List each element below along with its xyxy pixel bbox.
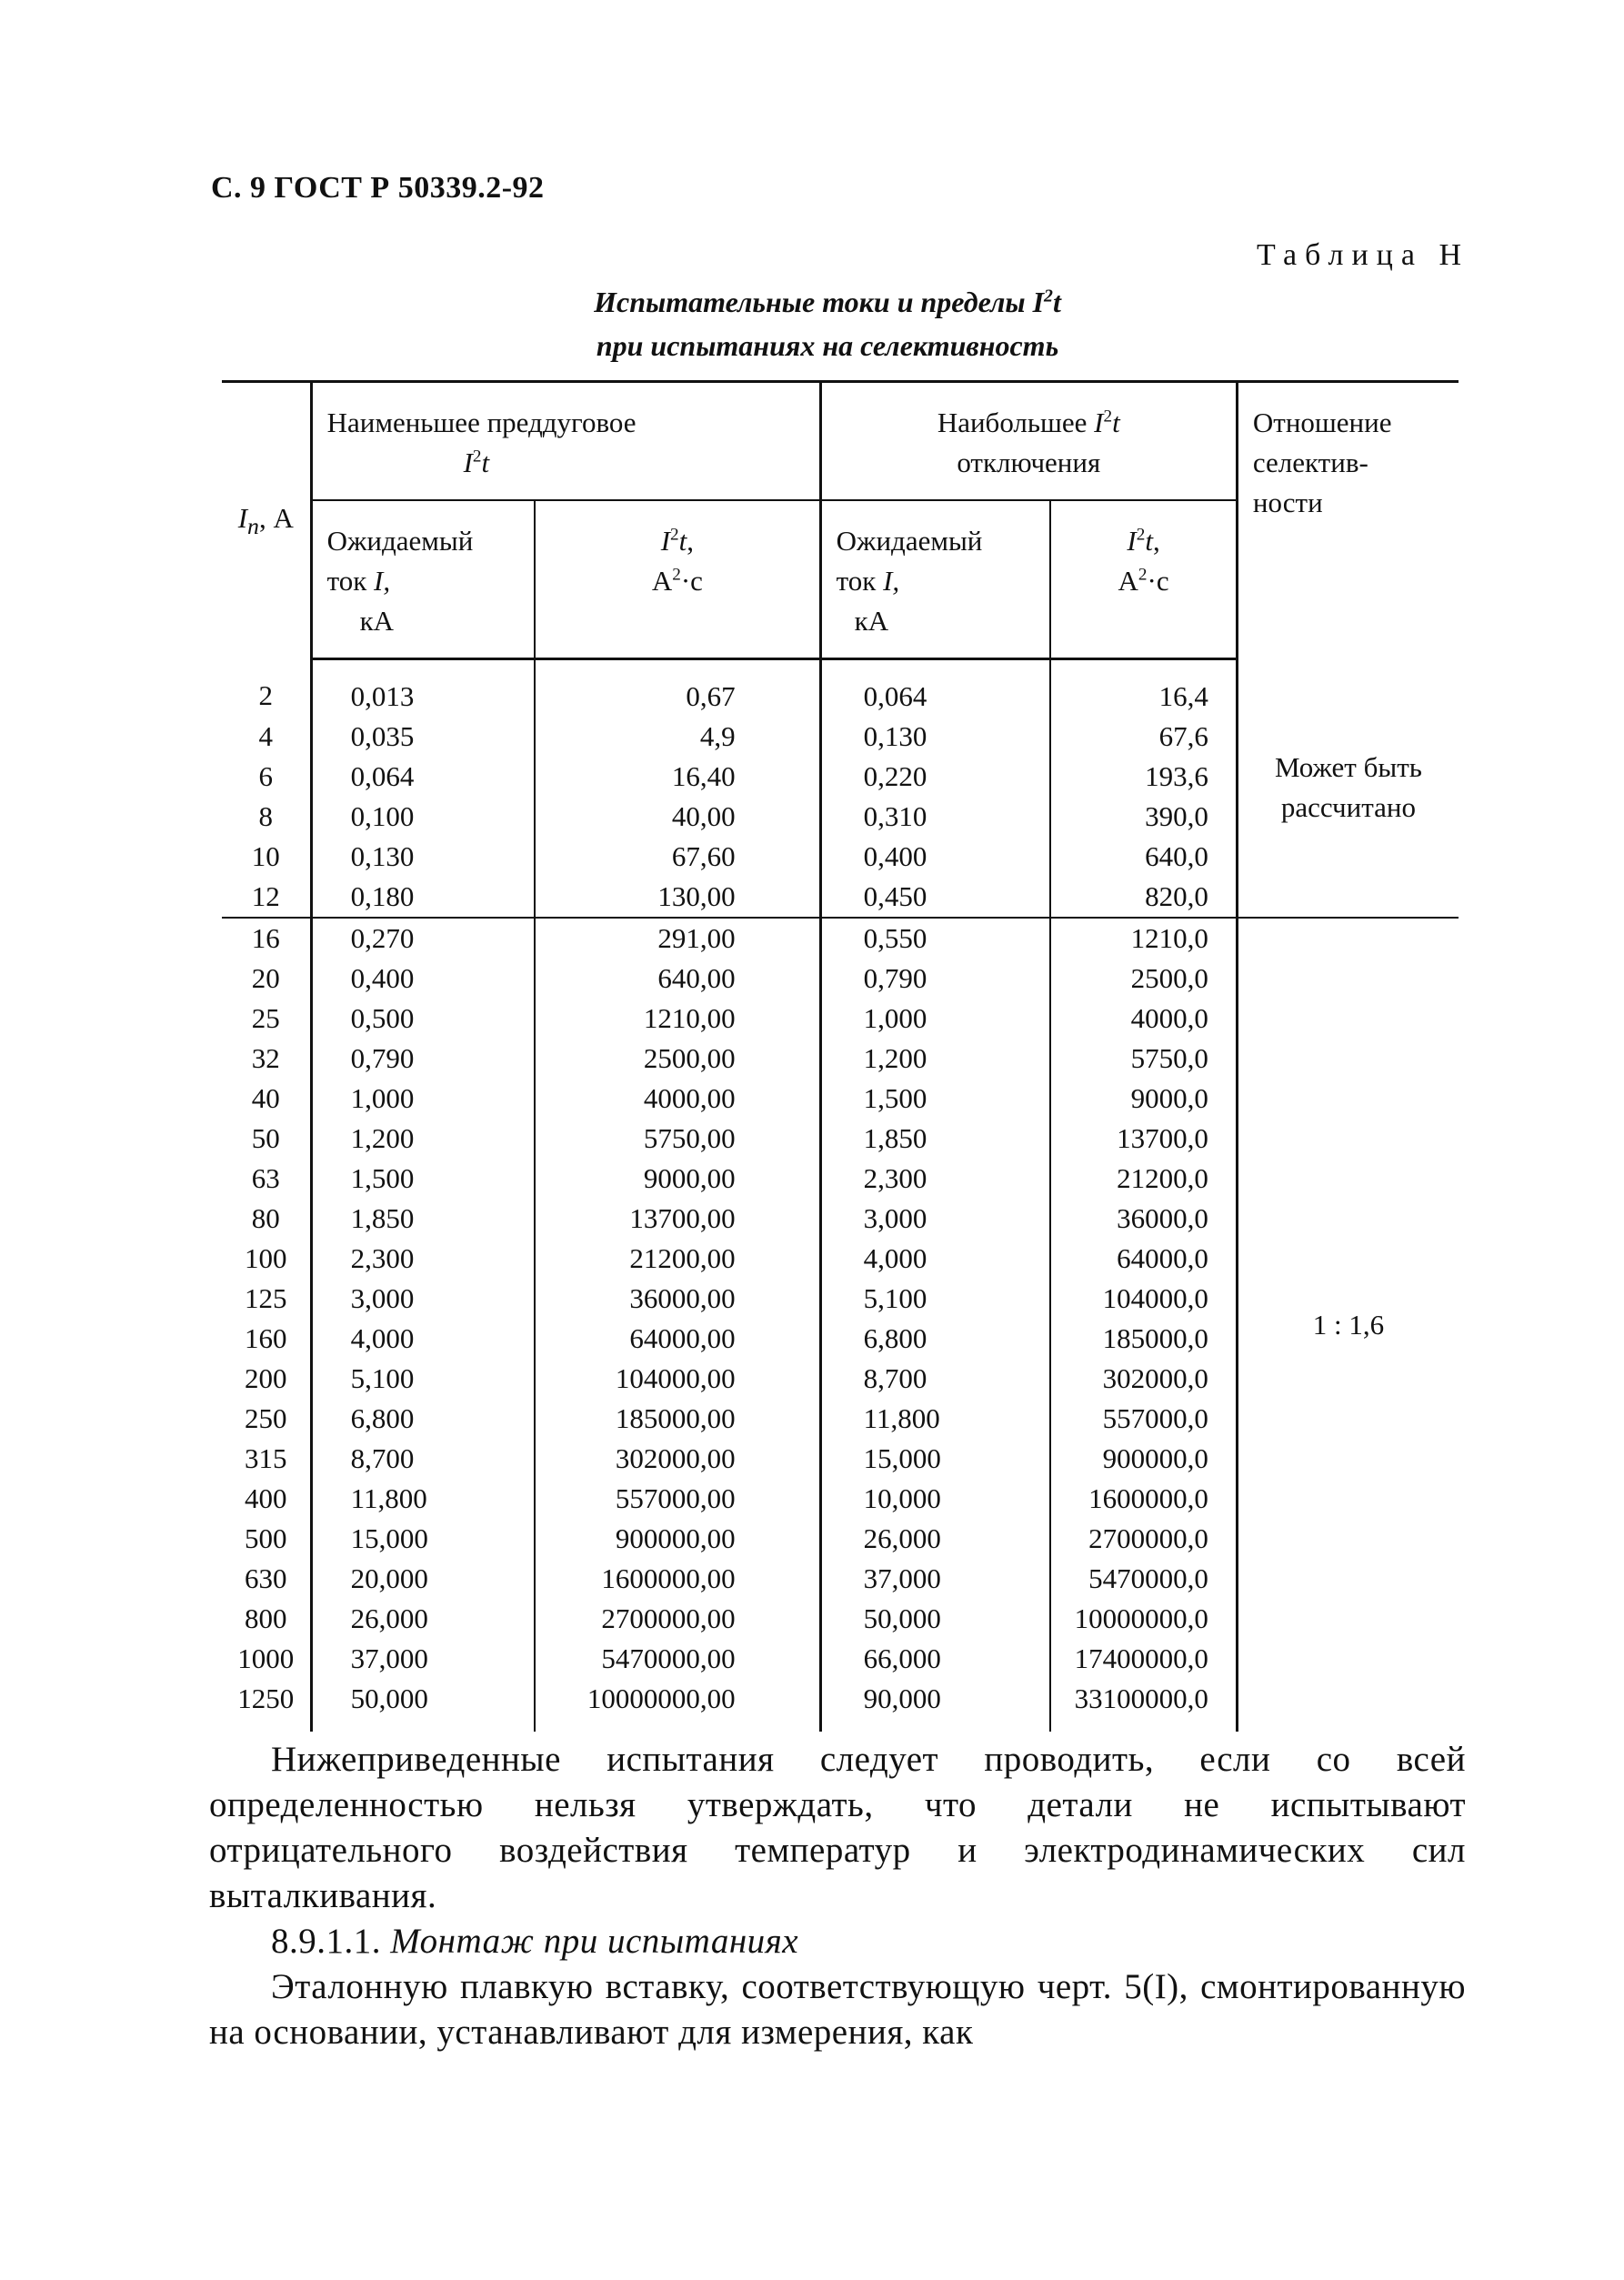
- i2t-2-cell: 5750,0: [1050, 1039, 1237, 1079]
- selectivity-ratio-calculated: Может быть рассчитано: [1275, 751, 1422, 824]
- prospective-current-1-cell: 15,000: [311, 1519, 535, 1559]
- i2t-2-cell: 9000,0: [1050, 1079, 1237, 1119]
- prospective-current-2-cell: 0,400: [820, 837, 1050, 877]
- caption-line-1: [509, 280, 1146, 324]
- prospective-current-1-cell: 0,500: [311, 999, 535, 1039]
- prospective-current-2-cell: 1,000: [820, 999, 1050, 1039]
- caption-line-2: при испытаниях на селективность: [596, 329, 1059, 362]
- i2t-1-cell: 13700,00: [535, 1199, 820, 1239]
- rated-current-cell: 250: [222, 1399, 311, 1439]
- prospective-current-1-cell: 1,200: [311, 1119, 535, 1159]
- prospective-current-2-cell: 0,064: [820, 659, 1050, 718]
- prospective-current-1-cell: 50,000: [311, 1679, 535, 1732]
- rated-current-cell: 8: [222, 797, 311, 837]
- i2t-2-cell: 21200,0: [1050, 1159, 1237, 1199]
- rated-current-cell: 50: [222, 1119, 311, 1159]
- rated-current-cell: 125: [222, 1279, 311, 1319]
- i2t-1-cell: 67,60: [535, 837, 820, 877]
- prospective-current-1-cell: 4,000: [311, 1319, 535, 1359]
- prospective-current-2-cell: 0,450: [820, 877, 1050, 918]
- prospective-current-2-cell: 3,000: [820, 1199, 1050, 1239]
- i2t-2-cell: 5470000,0: [1050, 1559, 1237, 1599]
- prospective-current-1-cell: 5,100: [311, 1359, 535, 1399]
- caption-i2t: $I^2t$: [1032, 286, 1061, 318]
- section-heading: [209, 1919, 1466, 1964]
- prospective-current-1-cell: 1,850: [311, 1199, 535, 1239]
- prospective-current-2-cell: 37,000: [820, 1559, 1050, 1599]
- i2t-1-cell: 2700000,00: [535, 1599, 820, 1639]
- i2t-2-cell: 820,0: [1050, 877, 1237, 918]
- prospective-current-1-cell: 8,700: [311, 1439, 535, 1479]
- i2t-2-cell: 17400000,0: [1050, 1639, 1237, 1679]
- prospective-current-2-cell: 11,800: [820, 1399, 1050, 1439]
- header-prospective-current-1: Ожидаемый ток I, кА: [311, 500, 535, 659]
- rated-current-cell: 20: [222, 959, 311, 999]
- prospective-current-2-cell: 5,100: [820, 1279, 1050, 1319]
- i2t-2-cell: 900000,0: [1050, 1439, 1237, 1479]
- rated-current-cell: 630: [222, 1559, 311, 1599]
- header-i2t-1: $I^2t$, $А^2\cdot с$: [535, 500, 820, 659]
- i2t-1-cell: 1210,00: [535, 999, 820, 1039]
- i2t-2-cell: 16,4: [1050, 659, 1237, 718]
- rated-current-cell: 400: [222, 1479, 311, 1519]
- i2t-1-cell: 2500,00: [535, 1039, 820, 1079]
- i2t-2-cell: 33100000,0: [1050, 1679, 1237, 1732]
- prospective-current-1-cell: 37,000: [311, 1639, 535, 1679]
- rated-current-cell: 40: [222, 1079, 311, 1119]
- i2t-1-cell: 16,40: [535, 757, 820, 797]
- i2t-2-cell: 2500,0: [1050, 959, 1237, 999]
- i2t-1-cell: 5750,00: [535, 1119, 820, 1159]
- rated-current-cell: 100: [222, 1239, 311, 1279]
- rated-current-cell: 32: [222, 1039, 311, 1079]
- rated-current-cell: 12: [222, 877, 311, 918]
- i2t-1-cell: 10000000,00: [535, 1679, 820, 1732]
- rated-current-cell: 500: [222, 1519, 311, 1559]
- i2t-2-cell: 36000,0: [1050, 1199, 1237, 1239]
- rated-current-cell: 10: [222, 837, 311, 877]
- prospective-current-2-cell: 0,310: [820, 797, 1050, 837]
- i2t-2-cell: 640,0: [1050, 837, 1237, 877]
- i2t-1-cell: 9000,00: [535, 1159, 820, 1199]
- table-label: Таблица Н: [1257, 238, 1469, 272]
- header-rated-current: $I_n$, А: [222, 382, 311, 659]
- prospective-current-1-cell: 0,180: [311, 877, 535, 918]
- rated-current-cell: 2: [222, 659, 311, 718]
- prospective-current-1-cell: 3,000: [311, 1279, 535, 1319]
- prospective-current-2-cell: 1,500: [820, 1079, 1050, 1119]
- rated-current-cell: 315: [222, 1439, 311, 1479]
- i2t-1-cell: 557000,00: [535, 1479, 820, 1519]
- rated-current-cell: 800: [222, 1599, 311, 1639]
- rated-current-cell: 1000: [222, 1639, 311, 1679]
- i2t-1-cell: 1600000,00: [535, 1559, 820, 1599]
- prospective-current-2-cell: 0,130: [820, 717, 1050, 757]
- prospective-current-1-cell: 0,270: [311, 918, 535, 959]
- prospective-current-2-cell: 10,000: [820, 1479, 1050, 1519]
- paragraph-mounting: Эталонную плавкую вставку, соответствующую черт. 5(I), смонтированную на основании, устанавливают для измерения, как: [209, 1967, 1466, 2052]
- prospective-current-1-cell: 0,130: [311, 837, 535, 877]
- prospective-current-2-cell: 26,000: [820, 1519, 1050, 1559]
- prospective-current-2-cell: 50,000: [820, 1599, 1050, 1639]
- prospective-current-1-cell: 0,100: [311, 797, 535, 837]
- rated-current-cell: 6: [222, 757, 311, 797]
- i2t-2-cell: 67,6: [1050, 717, 1237, 757]
- paragraph-requirements: Нижеприведенные испытания следует проводить, если со всей определенностью нельзя утверждать, что детали не испытывают отрицательного воздействия температур и электродинамических сил выталкивания.: [209, 1740, 1466, 1915]
- rated-current-cell: 200: [222, 1359, 311, 1399]
- prospective-current-2-cell: 1,200: [820, 1039, 1050, 1079]
- prospective-current-2-cell: 2,300: [820, 1159, 1050, 1199]
- i2t-1-cell: 4,9: [535, 717, 820, 757]
- rated-current-cell: 1250: [222, 1679, 311, 1732]
- prospective-current-1-cell: 0,790: [311, 1039, 535, 1079]
- table-row: [222, 918, 1459, 959]
- prospective-current-1-cell: 26,000: [311, 1599, 535, 1639]
- i2t-1-cell: 4000,00: [535, 1079, 820, 1119]
- i2t-2-cell: 557000,0: [1050, 1399, 1237, 1439]
- prospective-current-1-cell: 11,800: [311, 1479, 535, 1519]
- i2t-2-cell: 2700000,0: [1050, 1519, 1237, 1559]
- i2t-2-cell: 13700,0: [1050, 1119, 1237, 1159]
- i2t-1-cell: 130,00: [535, 877, 820, 918]
- table-row: [222, 659, 1459, 718]
- i2t-2-cell: 193,6: [1050, 757, 1237, 797]
- rated-current-cell: 25: [222, 999, 311, 1039]
- i2t-2-cell: 390,0: [1050, 797, 1237, 837]
- rated-current-cell: 4: [222, 717, 311, 757]
- prospective-current-1-cell: 0,035: [311, 717, 535, 757]
- prospective-current-2-cell: 0,220: [820, 757, 1050, 797]
- section-title: Монтаж при испытаниях: [390, 1922, 799, 1961]
- page-header: С. 9 ГОСТ Р 50339.2-92: [211, 171, 545, 205]
- i2t-2-cell: 4000,0: [1050, 999, 1237, 1039]
- i2t-1-cell: 5470000,00: [535, 1639, 820, 1679]
- i2t-1-cell: 185000,00: [535, 1399, 820, 1439]
- rated-current-cell: 160: [222, 1319, 311, 1359]
- i2t-1-cell: 302000,00: [535, 1439, 820, 1479]
- prospective-current-1-cell: 0,400: [311, 959, 535, 999]
- selectivity-ratio-value: 1 : 1,6: [1237, 918, 1459, 1732]
- prospective-current-2-cell: 8,700: [820, 1359, 1050, 1399]
- i2t-1-cell: 0,67: [535, 659, 820, 718]
- header-min-prearcing: Наименьшее преддуговое $I^2t$: [311, 382, 820, 501]
- prospective-current-1-cell: 0,064: [311, 757, 535, 797]
- prospective-current-1-cell: 1,000: [311, 1079, 535, 1119]
- prospective-current-2-cell: 66,000: [820, 1639, 1050, 1679]
- body-text: [209, 1737, 1466, 2055]
- prospective-current-1-cell: 6,800: [311, 1399, 535, 1439]
- i2t-1-cell: 900000,00: [535, 1519, 820, 1559]
- prospective-current-1-cell: 20,000: [311, 1559, 535, 1599]
- i2t-2-cell: 302000,0: [1050, 1359, 1237, 1399]
- header-i2t-2: $I^2t$, $А^2\cdot с$: [1050, 500, 1237, 659]
- test-currents-table: [222, 380, 1459, 1732]
- rated-current-cell: 63: [222, 1159, 311, 1199]
- i2t-1-cell: 64000,00: [535, 1319, 820, 1359]
- prospective-current-2-cell: 6,800: [820, 1319, 1050, 1359]
- prospective-current-2-cell: 0,550: [820, 918, 1050, 959]
- i2t-2-cell: 104000,0: [1050, 1279, 1237, 1319]
- header-max-operating: Наибольшее $I^2t$ отключения: [820, 382, 1237, 501]
- header-selectivity-ratio: Отношение селектив-ности: [1237, 382, 1459, 659]
- prospective-current-2-cell: 4,000: [820, 1239, 1050, 1279]
- section-number: 8.9.1.1.: [271, 1922, 381, 1961]
- i2t-1-cell: 104000,00: [535, 1359, 820, 1399]
- prospective-current-1-cell: 2,300: [311, 1239, 535, 1279]
- prospective-current-2-cell: 90,000: [820, 1679, 1050, 1732]
- i2t-1-cell: 40,00: [535, 797, 820, 837]
- i2t-1-cell: 36000,00: [535, 1279, 820, 1319]
- i2t-2-cell: 64000,0: [1050, 1239, 1237, 1279]
- prospective-current-2-cell: 15,000: [820, 1439, 1050, 1479]
- prospective-current-2-cell: 0,790: [820, 959, 1050, 999]
- prospective-current-1-cell: 0,013: [311, 659, 535, 718]
- table-caption: [509, 280, 1146, 367]
- i2t-2-cell: 10000000,0: [1050, 1599, 1237, 1639]
- i2t-1-cell: 640,00: [535, 959, 820, 999]
- prospective-current-2-cell: 1,850: [820, 1119, 1050, 1159]
- i2t-1-cell: 21200,00: [535, 1239, 820, 1279]
- rated-current-cell: 16: [222, 918, 311, 959]
- header-prospective-current-2: Ожидаемый ток I, кА: [820, 500, 1050, 659]
- i2t-2-cell: 1600000,0: [1050, 1479, 1237, 1519]
- rated-current-cell: 80: [222, 1199, 311, 1239]
- prospective-current-1-cell: 1,500: [311, 1159, 535, 1199]
- caption-text-1: Испытательные токи и пределы: [594, 286, 1026, 318]
- i2t-1-cell: 291,00: [535, 918, 820, 959]
- i2t-2-cell: 185000,0: [1050, 1319, 1237, 1359]
- i2t-2-cell: 1210,0: [1050, 918, 1237, 959]
